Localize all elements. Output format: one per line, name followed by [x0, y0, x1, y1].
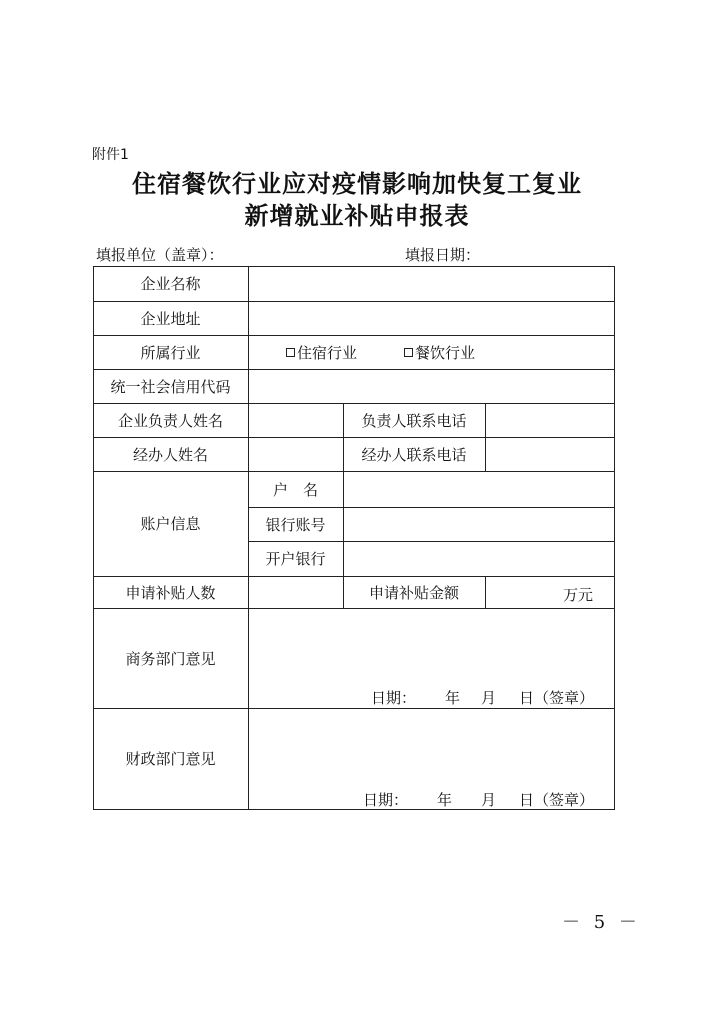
bank-name-label: 开户银行	[265, 550, 326, 568]
legal-rep-phone-field[interactable]	[486, 404, 614, 437]
legal-rep-name-field[interactable]	[249, 404, 343, 437]
page-number: － 5 －	[562, 912, 641, 933]
form-title-line2: 新增就业补贴申报表	[244, 201, 470, 230]
legal-rep-phone-label: 负责人联系电话	[361, 411, 467, 430]
legal-rep-name-label: 企业负责人姓名	[117, 411, 223, 430]
operator-phone-field[interactable]	[486, 438, 614, 471]
finance-opinion-field[interactable]	[249, 709, 614, 781]
account-name-label: 户 名	[272, 480, 318, 499]
applicant-count-label: 申请补贴人数	[125, 583, 216, 602]
application-form-table	[93, 266, 615, 810]
industry-option-catering[interactable]	[404, 335, 475, 369]
operator-name-label: 经办人姓名	[132, 445, 208, 464]
checkbox-icon	[404, 348, 413, 357]
operator-phone-label: 经办人联系电话	[361, 445, 467, 464]
industry-option-catering-label: 餐饮行业	[415, 343, 476, 362]
table-border-right	[614, 266, 615, 810]
subsidy-amount-field[interactable]	[486, 577, 614, 608]
company-name-field[interactable]	[249, 267, 614, 301]
form-title-line1: 住宿餐饮行业应对疫情影响加快复工复业	[132, 169, 582, 198]
filling-unit-label: 填报单位（盖章）：	[96, 246, 224, 264]
finance-day-signature-label: 日（签章）	[519, 791, 595, 809]
finance-date-label: 日期：	[363, 791, 409, 809]
bank-account-field[interactable]	[344, 508, 614, 541]
company-address-label: 企业地址	[140, 309, 201, 328]
commerce-opinion-field[interactable]	[249, 609, 614, 679]
account-name-field[interactable]	[344, 472, 614, 507]
subsidy-amount-label: 申请补贴金额	[368, 583, 459, 602]
account-info-label: 账户信息	[140, 515, 201, 533]
checkbox-icon	[286, 348, 295, 357]
finance-year-label: 年	[437, 791, 453, 809]
company-address-field[interactable]	[249, 302, 614, 335]
company-name-label: 企业名称	[140, 275, 201, 293]
filling-date-label: 填报日期：	[405, 246, 481, 264]
industry-option-lodging-label: 住宿行业	[297, 343, 358, 362]
amount-unit: 万元	[563, 586, 594, 604]
credit-code-label: 统一社会信用代码	[110, 377, 231, 396]
applicant-count-field[interactable]	[249, 577, 343, 608]
commerce-date-label: 日期：	[371, 689, 417, 707]
commerce-opinion-label: 商务部门意见	[125, 649, 216, 668]
commerce-year-label: 年	[445, 689, 461, 707]
industry-label: 所属行业	[140, 343, 201, 362]
industry-option-lodging[interactable]	[286, 335, 357, 369]
finance-opinion-label: 财政部门意见	[125, 750, 216, 768]
finance-month-label: 月	[481, 791, 497, 809]
commerce-month-label: 月	[481, 689, 497, 707]
credit-code-field[interactable]	[249, 370, 614, 403]
bank-account-label: 银行账号	[265, 515, 326, 534]
bank-name-field[interactable]	[344, 542, 614, 576]
attachment-label: 附件1	[92, 147, 129, 163]
commerce-day-signature-label: 日（签章）	[519, 689, 595, 707]
operator-name-field[interactable]	[249, 438, 343, 471]
